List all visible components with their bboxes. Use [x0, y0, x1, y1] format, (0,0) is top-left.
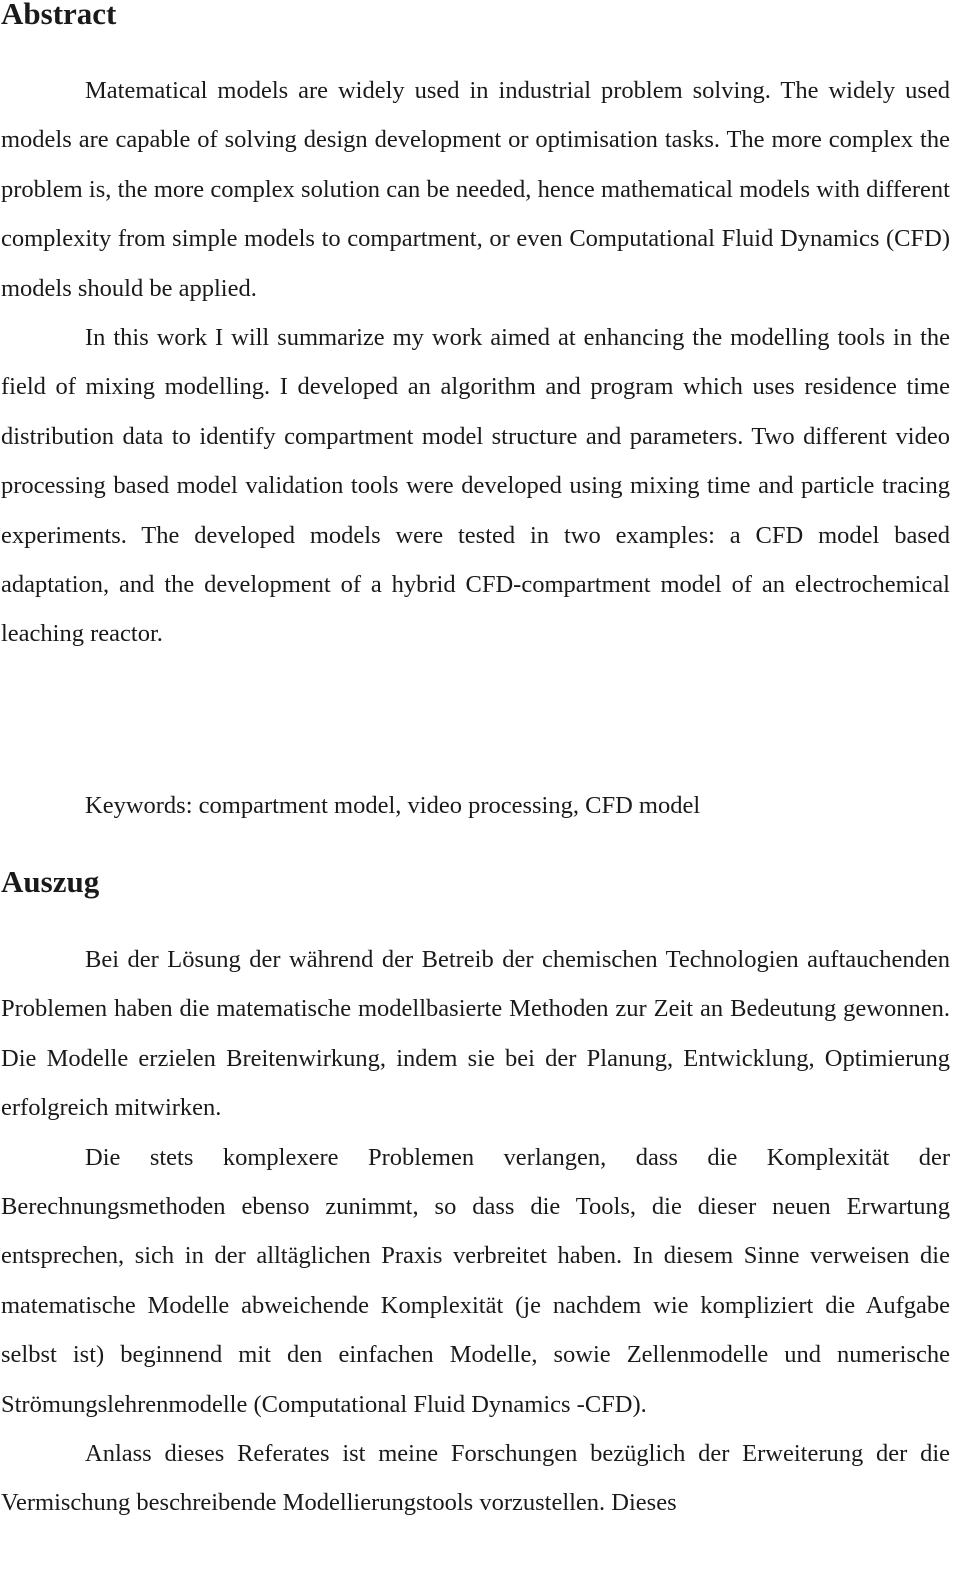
keywords-block [1, 781, 950, 830]
auszug-paragraph-2: Die stets komplexere Problemen verlangen, dass die Komplexität der Berechnungsmethoden ebenso zunimmt, so dass die Tools, die dieser neuen Erwartung entsprechen, sich in der alltäglichen Praxis verbreitet haben. In diesem Sinne verweisen die matematische Modelle abweichende Komplexität (je nachdem wie kompliziert die Aufgabe selbst ist) beginnend mit den einfachen Modelle, sowie Zellenmodelle und numerische Strömungslehrenmodelle (Computational Fluid Dynamics -CFD). [1, 1143, 950, 1418]
keywords-line: Keywords: compartment model, video processing, CFD model [85, 792, 701, 819]
abstract-body [1, 66, 950, 659]
auszug-body [1, 935, 950, 1528]
abstract-paragraph-2: In this work I will summarize my work aimed at enhancing the modelling tools in the field of mixing modelling. I developed an algorithm and program which uses residence time distribution data to identify compartment model structure and parameters. Two different video processing based model validation tools were developed using mixing time and particle tracing experiments. The developed models were tested in two examples: a CFD model based adaptation, and the development of a hybrid CFD-compartment model of an electrochemical leaching reactor. [1, 324, 950, 648]
auszug-heading: Auszug [1, 864, 100, 899]
abstract-paragraph-1: Matematical models are widely used in industrial problem solving. The widely used models are capable of solving design development or optimisation tasks. The more complex the problem is, the more complex solution can be needed, hence mathematical models with different complexity from simple models to compartment, or even Computational Fluid Dynamics (CFD) models should be applied. [1, 77, 950, 302]
auszug-paragraph-3: Anlass dieses Referates ist meine Forschungen bezüglich der Erweiterung der die Vermischung beschreibende Modellierungstools vorzustellen. Dieses [1, 1440, 950, 1517]
auszug-paragraph-1: Bei der Lösung der während der Betreib der chemischen Technologien auftauchenden Problemen haben die matematische modellbasierte Methoden zur Zeit an Bedeutung gewonnen. Die Modelle erzielen Breitenwirkung, indem sie bei der Planung, Entwicklung, Optimierung erfolgreich mitwirken. [1, 946, 950, 1122]
abstract-heading: Abstract [1, 0, 117, 31]
